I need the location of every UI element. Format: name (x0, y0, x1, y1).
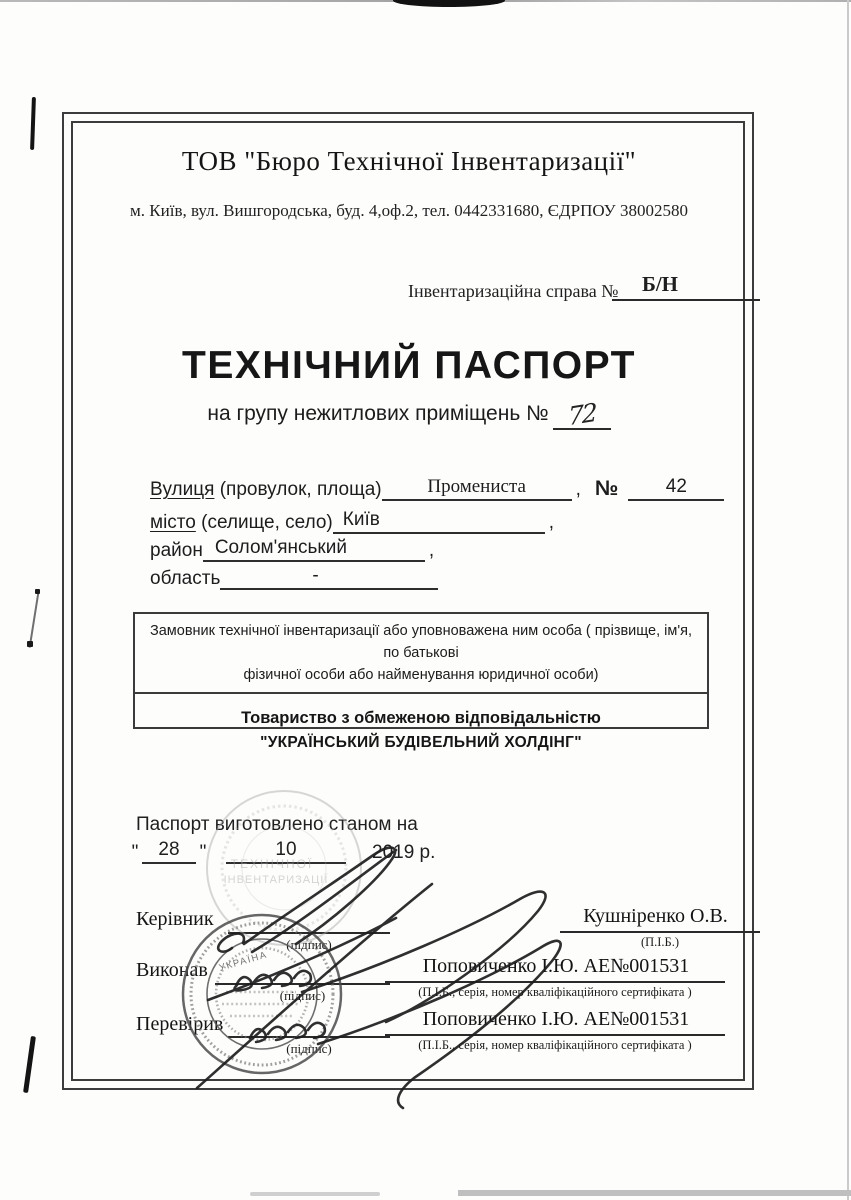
customer-name-line2: "УКРАЇНСЬКИЙ БУДІВЕЛЬНИЙ ХОЛДІНГ" (260, 734, 582, 752)
executor-name-caption: (П.І.Б., серія, номер кваліфікаційного сертифіката ) (418, 985, 692, 999)
customer-box-value (135, 694, 707, 752)
city-comma: , (548, 512, 555, 533)
street-label-underlined: Вулиця (150, 479, 215, 500)
street-value: Промениста (382, 476, 572, 501)
issued-month: 10 (226, 839, 346, 864)
signature-line-director (228, 932, 390, 934)
customer-box-header-line1: Замовник технічної інвентаризації або уповноважена ним особа ( прізвище, ім'я, по батькові (149, 623, 693, 661)
house-number-label: № (594, 477, 619, 500)
signature-caption-verifier: (підпис) (286, 1041, 332, 1056)
inventory-case-value: Б/Н (612, 272, 708, 301)
verifier-name-caption: (П.І.Б., серія, номер кваліфікаційного сертифіката ) (418, 1038, 692, 1052)
role-label-executor: Виконав (136, 959, 208, 981)
issued-date-row (128, 839, 435, 864)
issued-day: 28 (142, 839, 196, 864)
executor-name-line (385, 981, 725, 983)
date-quote-open: " (131, 842, 139, 863)
city-label-rest: (селище, село) (195, 512, 333, 533)
role-label-director: Керівник (136, 908, 214, 930)
stamp-text-line2: ІНВЕНТАРИЗАЦІЇ (223, 874, 329, 886)
issued-year: 2019 р. (372, 842, 436, 863)
binding-mark-top (30, 97, 36, 150)
customer-box-header (135, 614, 707, 694)
house-number-value: 42 (628, 476, 724, 501)
customer-box-header-line2: фізичної особи або найменування юридичної особи) (243, 666, 599, 683)
role-label-verifier: Перевірив (136, 1013, 224, 1035)
customer-box (133, 612, 709, 752)
signature-line-verifier (228, 1036, 390, 1038)
issued-label: Паспорт виготовлено станом на (136, 814, 418, 835)
verifier-name-line (385, 1034, 725, 1036)
district-field-row (150, 537, 434, 562)
verifier-name: Поповиченко І.Ю. АЕ№001531 (422, 1008, 690, 1030)
city-label-underlined: місто (150, 512, 196, 533)
director-name-line (560, 931, 760, 933)
district-comma: , (428, 540, 435, 561)
stamp-country-text: УКРАЇНА (217, 949, 269, 974)
street-comma: , (575, 479, 581, 500)
street-field-row (150, 476, 724, 501)
city-field-row (150, 509, 554, 534)
region-label: область (150, 568, 221, 589)
binding-mark-middle-dot-bottom (27, 641, 33, 647)
premises-number-field (553, 397, 611, 432)
subtitle-label: на групу нежитлових приміщень № (207, 402, 549, 425)
street-label-rest: (провулок, площа) (214, 479, 382, 500)
stamp-text-line1: ТЕХНІЧНОЇ (230, 857, 314, 871)
document-subtitle (62, 397, 756, 432)
inventory-case-label: Інвентаризаційна справа № (408, 281, 619, 301)
date-quote-close: " (199, 842, 207, 863)
region-value: - (220, 565, 438, 590)
signature-line-executor (215, 983, 390, 985)
binding-mark-middle (29, 592, 40, 648)
binding-mark-middle-dot-top (35, 589, 40, 594)
signature-caption-executor: (підпис) (279, 988, 326, 1003)
district-label: район (150, 540, 203, 561)
scan-top-blob (393, 0, 505, 7)
binding-mark-bottom (23, 1036, 36, 1093)
signature-caption-director: (підпис) (286, 937, 332, 952)
region-field-row (150, 565, 438, 590)
director-name-caption: (П.І.Б.) (640, 935, 680, 949)
director-name: Кушніренко О.В. (583, 905, 728, 927)
scan-bottom-mark-right (458, 1190, 851, 1196)
document-title: ТЕХНІЧНИЙ ПАСПОРТ (182, 344, 636, 387)
inventory-case-blank-line (708, 272, 760, 301)
scan-bottom-mark-left (250, 1192, 380, 1196)
executor-name: Поповиченко І.Ю. АЕ№001531 (422, 955, 690, 977)
district-value: Солом'янський (203, 537, 425, 562)
organization-name: ТОВ "Бюро Технічної Інвентаризації" (181, 146, 637, 176)
city-value: Київ (333, 509, 545, 534)
organization-address: м. Київ, вул. Вишгородська, буд. 4,оф.2, тел. 0442331680, ЄДРПОУ 38002580 (130, 201, 688, 220)
handwritten-premises-number: 72 (567, 397, 596, 432)
customer-name-line1: Товариство з обмеженою відповідальністю (241, 709, 601, 728)
scan-right-edge (847, 0, 849, 1200)
